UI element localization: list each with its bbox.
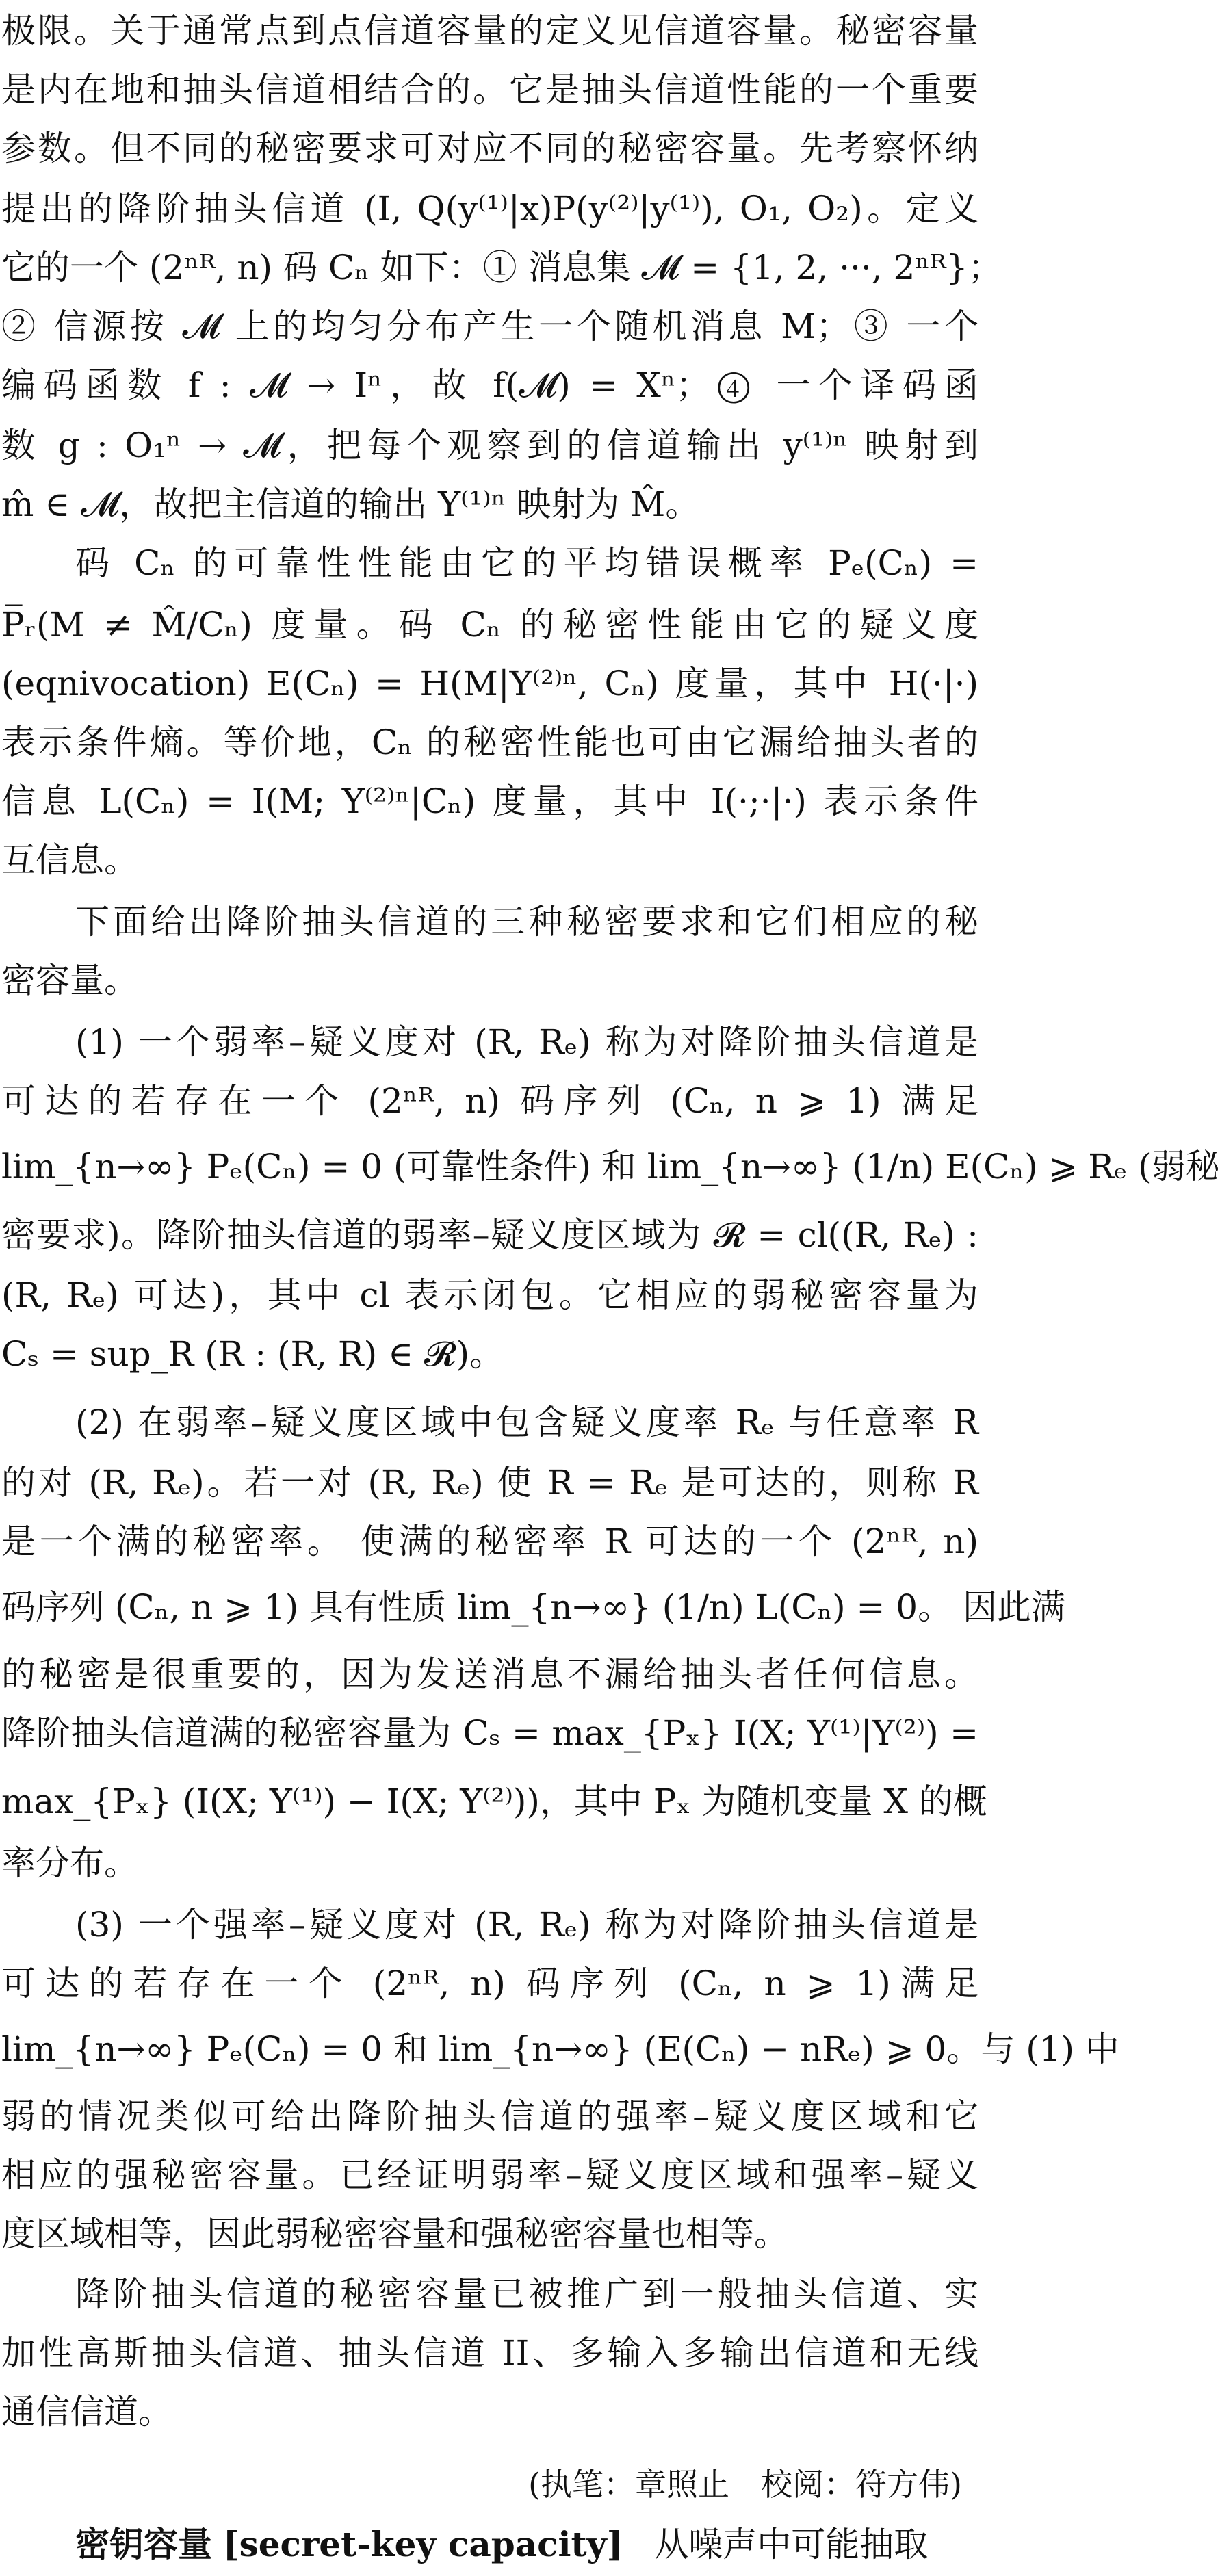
text-line: m̂ ∈ 𝓜，故把主信道的输出 Y⁽¹⁾ⁿ 映射为 M̂。 [1,484,700,524]
text-line: 相应的强秘密容量。已经证明弱率–疑义度区域和强率–疑义 [1,2155,978,2195]
text-line: ② 信源按 𝓜 上的均匀分布产生一个随机消息 M；③ 一个 [1,307,978,346]
text-line: 度区域相等，因此弱秘密容量和强秘密容量也相等。 [1,2214,788,2254]
text-line: 码序列 (Cₙ, n ⩾ 1) 具有性质 lim_{n→∞} (1/n) L(Cₙ) = 0。 因此满 [1,1587,1065,1627]
text-line: lim_{n→∞} Pₑ(Cₙ) = 0 (可靠性条件) 和 lim_{n→∞} (1/n) E(Cₙ) ⩾ Rₑ (弱秘 [1,1147,1220,1186]
text-line: 的对 (R, Rₑ)。若一对 (R, Rₑ) 使 R = Rₑ 是可达的，则称 R [1,1463,978,1502]
text-line: 可达的若存在一个 (2ⁿᴿ, n) 码序列 (Cₙ, n ⩾ 1) 满足 [1,1081,978,1121]
text-line: 可达的若存在一个 (2ⁿᴿ, n) 码序列 (Cₙ, n ⩾ 1)满足 [1,1964,978,2003]
entry-english-term: [secret-key capacity] [222,2524,623,2564]
text-line: 互信息。 [1,840,138,880]
paragraph-start-line: 码 Cₙ 的可靠性性能由它的平均错误概率 Pₑ(Cₙ) = [75,543,978,583]
author-credit: (执笔：章照止 校阅：符方伟) [528,2466,962,2503]
text-line: 弱的情况类似可给出降阶抽头信道的强率–疑义度区域和它 [1,2096,978,2136]
text-line: 加性高斯抽头信道、抽头信道 II、多输入多输出信道和无线 [1,2333,978,2373]
paragraph-start-line: (2) 在弱率–疑义度区域中包含疑义度率 Rₑ 与任意率 R [75,1403,978,1442]
paragraph-start-line: 降阶抽头信道的秘密容量已被推广到一般抽头信道、实 [75,2274,978,2314]
text-line: 降阶抽头信道满的秘密容量为 Cₛ = max_{Pₓ} I(X; Y⁽¹⁾|Y⁽²⁾) = [1,1713,978,1753]
text-line: 密容量。 [1,961,138,1000]
text-line: 提出的降阶抽头信道 (I, Q(y⁽¹⁾|x)P(y⁽²⁾|y⁽¹⁾), O₁, O₂)。定义 [1,189,978,229]
text-line: 的秘密是很重要的，因为发送消息不漏给抽头者任何信息。 [1,1654,978,1694]
text-line: lim_{n→∞} Pₑ(Cₙ) = 0 和 lim_{n→∞} (E(Cₙ) − nRₑ) ⩾ 0。与 (1) 中 [1,2029,1119,2069]
text-line: 编码函数 f : 𝓜 → Iⁿ，故 f(𝓜) = Xⁿ；④ 一个译码函 [1,365,978,405]
text-line: 密要求)。降阶抽头信道的弱率–疑义度区域为 𝓡 = cl((R, Rₑ) : [1,1215,978,1255]
paragraph-start-line: (3) 一个强率–疑义度对 (R, Rₑ) 称为对降阶抽头信道是 [75,1905,978,1944]
text-line: 表示条件熵。等价地，Cₙ 的秘密性能也可由它漏给抽头者的 [1,723,978,762]
text-line: 率分布。 [1,1843,138,1883]
text-line: 它的一个 (2ⁿᴿ, n) 码 Cₙ 如下：① 消息集 𝓜 = {1, 2, ···, 2ⁿᴿ}； [1,248,1002,287]
text-line: 信息 L(Cₙ) = I(M; Y⁽²⁾ⁿ|Cₙ) 度量，其中 I(·;·|·) 表示条件 [1,781,978,821]
text-line: 是内在地和抽头信道相结合的。它是抽头信道性能的一个重要 [1,70,978,109]
text-line: 是一个满的秘密率。 使满的秘密率 R 可达的一个 (2ⁿᴿ, n) [1,1522,978,1561]
text-line: 极限。关于通常点到点信道容量的定义见信道容量。秘密容量 [1,11,978,51]
text-line: max_{Pₓ} (I(X; Y⁽¹⁾) − I(X; Y⁽²⁾))，其中 Pₓ 为随机变量 X 的概 [1,1782,987,1821]
entry-text: 从噪声中可能抽取 [654,2525,929,2564]
text-line: P̅ᵣ(M ≠ M̂/Cₙ) 度量。码 Cₙ 的秘密性能由它的疑义度 [1,605,978,645]
text-line: (R, Rₑ) 可达)，其中 cl 表示闭包。它相应的弱秘密容量为 [1,1275,978,1315]
text-line: Cₛ = sup_R (R : (R, R) ∈ 𝓡)。 [1,1334,504,1374]
next-entry-heading [75,2515,978,2574]
text-line: 通信信道。 [1,2392,172,2432]
paragraph-start-line: 下面给出降阶抽头信道的三种秘密要求和它们相应的秘 [75,902,978,941]
text-line: (eqnivocation) E(Cₙ) = H(M|Y⁽²⁾ⁿ, Cₙ) 度量，其中 H(·|·) [1,664,978,703]
entry-term: 密钥容量 [75,2524,212,2564]
paragraph-start-line: (1) 一个弱率–疑义度对 (R, Rₑ) 称为对降阶抽头信道是 [75,1022,978,1062]
text-line: 数 g : O₁ⁿ → 𝓜，把每个观察到的信道输出 y⁽¹⁾ⁿ 映射到 [1,426,978,465]
text-line: 参数。但不同的秘密要求可对应不同的秘密容量。先考察怀纳 [1,129,978,168]
